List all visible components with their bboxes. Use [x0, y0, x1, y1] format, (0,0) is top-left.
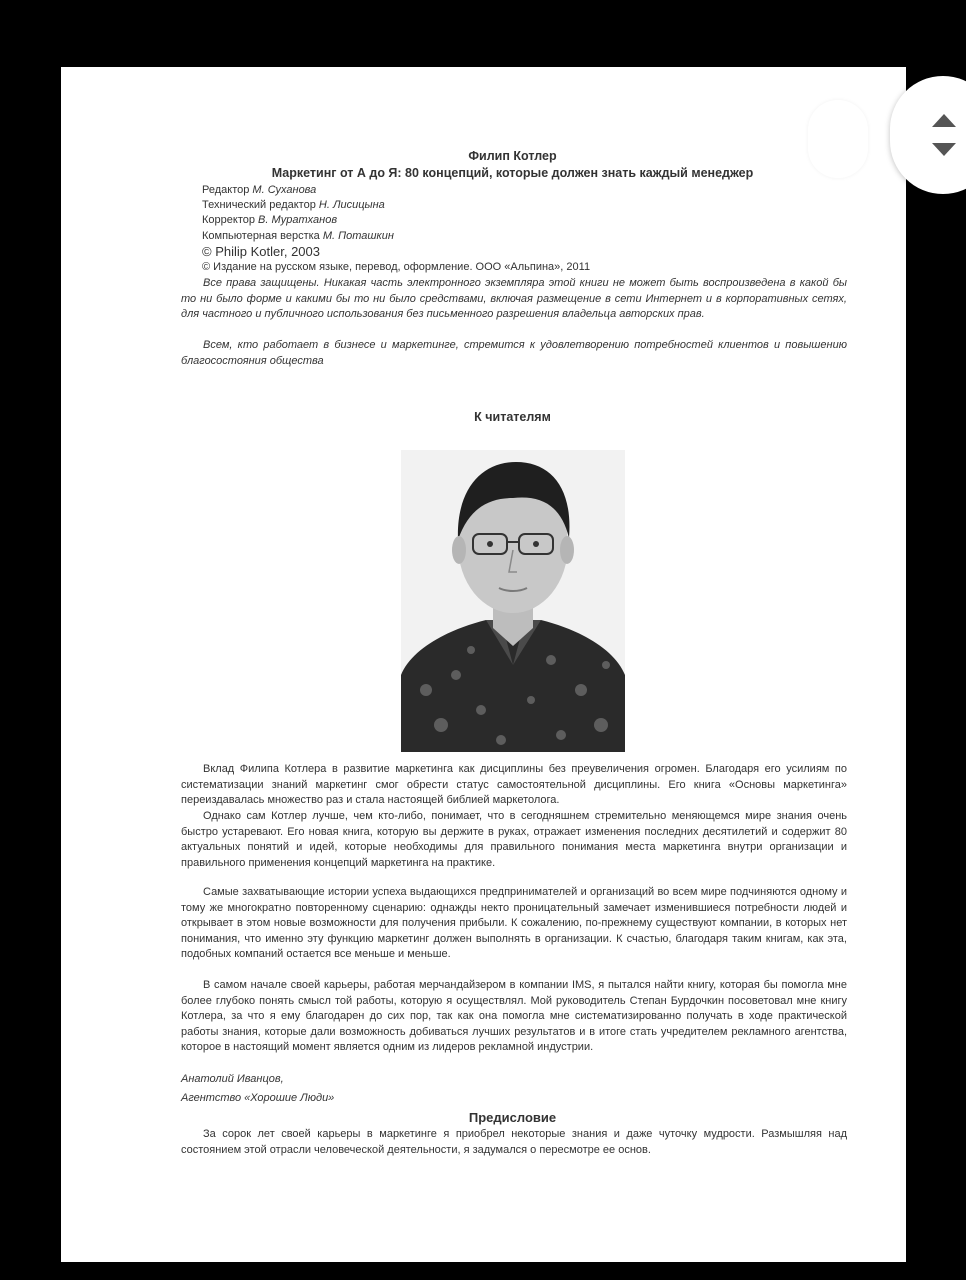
readers-paragraph-3: Самые захватывающие истории успеха выдающихся предпринимателей и организаций во всем мире подчиняются одному и тому же многократно повторенному сценарию: однажды некто проницательный замечает изменившиеся потребности людей и открывает в этом новые возможности для получения прибыли. К сожалению, по-прежнему существуют компании, в которых нет понимания, что именно эту функцию маркетинг должен выполнять в организации. К счастью, благодаря таким книгам, как эта, подобных компаний остается все меньше и меньше.	[181, 886, 847, 960]
preface-heading: Предисловие	[468, 1110, 557, 1125]
to-readers-heading: К читателям	[474, 410, 551, 424]
document-page	[61, 67, 906, 1262]
credit-proofreader: Корректор В. Муратханов	[202, 214, 338, 226]
author-photo	[401, 450, 625, 752]
signature-name: Анатолий Иванцов,	[181, 1073, 284, 1085]
credit-editor: Редактор М. Суханова	[202, 184, 317, 196]
copyright-russian: © Издание на русском языке, перевод, оформление. ООО «Альпина», 2011	[202, 261, 591, 273]
portrait-image	[401, 450, 625, 752]
scroll-handle[interactable]	[808, 100, 868, 178]
readers-paragraph-2: Однако сам Котлер лучше, чем кто-либо, понимает, что в сегодняшнем стремительно меняющемся мире знания очень быстро устаревают. Его новая книга, которую вы держите в руках, отражает изменения последних десятилетий и содержит 80 актуальных понятий и идей, которые необходимы для правильного понимания места маркетинга внутри организации и правильного применения концепций маркетинга на практике.	[181, 810, 847, 869]
credit-layout: Компьютерная верстка М. Поташкин	[202, 230, 394, 242]
arrow-up-icon[interactable]	[932, 114, 956, 127]
credit-tech-editor: Технический редактор Н. Лисицына	[202, 199, 385, 211]
book-title: Маркетинг от А до Я: 80 концепций, которые должен знать каждый менеджер	[271, 166, 754, 180]
book-author: Филип Котлер	[468, 149, 557, 163]
readers-paragraph-1: Вклад Филипа Котлера в развитие маркетинга как дисциплины без преувеличения огромен. Благодаря его усилиям по систематизации знаний маркетинг смог обрести статус самостоятельной дисциплины. Его книга «Основы маркетинга» переиздавалась множество раз и стала настоящей библией маркетолога.	[181, 763, 847, 806]
rights-notice: Все права защищены. Никакая часть электронного экземпляра этой книги не может быть воспроизведена в какой бы то ни было форме и какими бы то ни было средствами, включая размещение в сети Интернет и в корпоративных сетях, для частного и публичного использования без письменного разрешения владельца авторских прав.	[181, 277, 847, 320]
copyright-original: © Philip Kotler, 2003	[202, 244, 320, 259]
signature-org: Агентство «Хорошие Люди»	[181, 1092, 335, 1104]
readers-paragraph-4: В самом начале своей карьеры, работая мерчандайзером в компании IMS, я пытался найти книгу, которая бы помогла мне более глубоко понять смысл той работы, которую я осуществлял. Мой руководитель Степан Бурдочкин посоветовал мне книгу Котлера, за что я ему благодарен до сих пор, так как она помогла мне систематизированно получать в ходе практической работы знания, которые дали возможность добиваться лучших результатов и в итоге стать учредителем рекламного агентства, которое в настоящий момент является одним из лидеров рекламной индустрии.	[181, 979, 847, 1053]
dedication: Всем, кто работает в бизнесе и маркетинге, стремится к удовлетворению потребностей клиентов и повышению благосостояния общества	[181, 339, 847, 367]
arrow-down-icon[interactable]	[932, 143, 956, 156]
preface-paragraph: За сорок лет своей карьеры в маркетинге я приобрел некоторые знания и даже чуточку мудрости. Размышляя над состоянием этой отрасли человеческой деятельности, я задумался о пересмотре ее основ.	[181, 1128, 847, 1156]
